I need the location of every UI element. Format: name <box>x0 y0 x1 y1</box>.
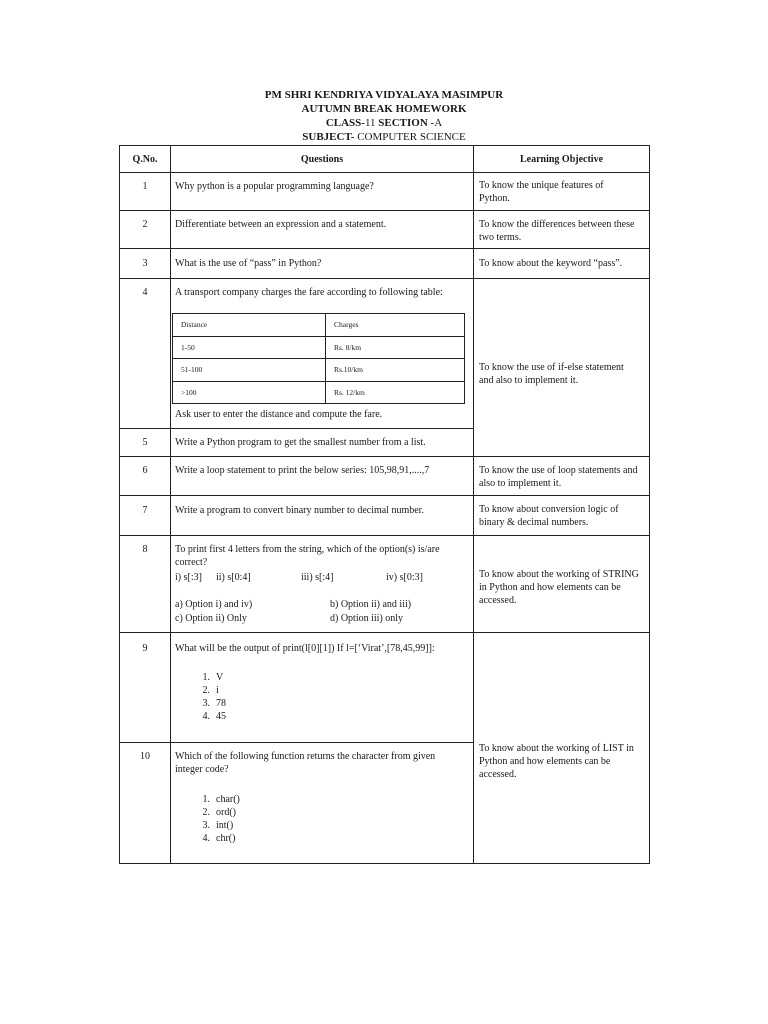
class-section-line <box>0 116 768 130</box>
fare-row <box>173 381 465 404</box>
list-item: 3. int() <box>202 820 234 831</box>
answer-option: a) Option i) and iv) <box>175 599 253 610</box>
fare-table-header <box>173 314 465 337</box>
header-learning-objective: Learning Objective <box>519 154 604 165</box>
row-divider <box>119 172 650 173</box>
answer-list <box>194 793 240 845</box>
qno-2: 2 <box>142 219 148 230</box>
answer-option: d) Option iii) only <box>330 613 404 624</box>
objective-7: To know about conversion logic of binary & decimal numbers. <box>479 504 619 528</box>
list-item: 4. 45 <box>202 711 226 722</box>
list-item-text: chr() <box>216 833 236 844</box>
fare-charge: Rs. 8/km <box>326 336 465 359</box>
question-4-instruction: Ask user to enter the distance and compute the fare. <box>175 409 383 420</box>
subject-line <box>0 130 768 144</box>
objective-1: To know the unique features of Python. <box>479 180 604 204</box>
fare-header-charges: Charges <box>326 314 465 337</box>
school-name: PM SHRI KENDRIYA VIDYALAYA MASIMPUR <box>264 89 504 101</box>
question-4: A transport company charges the fare according to following table: <box>175 287 443 298</box>
header-qno: Q.No. <box>132 154 158 165</box>
question-6: Write a loop statement to print the below series: 105,98,91,....,7 <box>175 465 430 476</box>
objective-2: To know the differences between these two terms. <box>479 219 635 243</box>
question-9: What will be the output of print(l[0][1]) If l=[‘Virat’,[78,45,99]]: <box>175 643 435 654</box>
section-label: SECTION - <box>378 117 435 129</box>
objective-4-5: To know the use of if-else statement and also to implement it. <box>479 362 624 386</box>
subject-value: COMPUTER SCIENCE <box>357 131 466 143</box>
list-item-text: ord() <box>216 807 236 818</box>
answer-option: c) Option ii) Only <box>175 613 247 624</box>
qno-1: 1 <box>142 181 148 192</box>
list-item-text: V <box>216 672 224 683</box>
homework-title: AUTUMN BREAK HOMEWORK <box>301 103 467 115</box>
section-value: A <box>434 117 443 129</box>
row-divider <box>119 632 650 633</box>
column-divider <box>473 145 474 864</box>
list-item: 1. V <box>202 672 224 683</box>
row-divider <box>119 428 474 429</box>
qno-10: 10 <box>140 751 150 762</box>
qno-9: 9 <box>142 643 148 654</box>
qno-8: 8 <box>142 544 148 555</box>
fare-table <box>172 313 465 404</box>
subject-label: SUBJECT- <box>302 131 355 143</box>
list-item-text: i <box>216 685 219 696</box>
list-item-text: int() <box>216 820 234 831</box>
list-item-text: 45 <box>216 711 226 722</box>
list-item-text: char() <box>216 794 240 805</box>
header-questions: Questions <box>300 154 344 165</box>
row-divider <box>119 456 650 457</box>
choice: iv) s[0:3] <box>386 572 423 583</box>
question-1: Why python is a popular programming language? <box>175 181 374 192</box>
table-border-bottom <box>119 863 650 864</box>
fare-distance: 1-50 <box>173 336 326 359</box>
row-divider <box>119 495 650 496</box>
class-prefix: CLASS- <box>325 117 365 129</box>
objective-6: To know the use of loop statements and also to implement it. <box>479 465 638 489</box>
fare-distance: >100 <box>173 381 326 404</box>
list-item: 3. 78 <box>202 698 226 709</box>
list-item: 2. i <box>202 685 219 696</box>
table-border-top <box>119 145 650 146</box>
question-10: Which of the following function returns the character from given integer code? <box>175 751 436 775</box>
choice: i) s[:3] <box>175 572 202 583</box>
row-divider <box>119 210 650 211</box>
fare-row <box>173 359 465 382</box>
question-7: Write a program to convert binary number to decimal number. <box>175 505 424 516</box>
qno-6: 6 <box>142 465 148 476</box>
list-item-text: 78 <box>216 698 226 709</box>
qno-7: 7 <box>142 505 148 516</box>
objective-8: To know about the working of STRING in Python and how elements can be accessed. <box>479 569 639 606</box>
row-divider <box>119 742 474 743</box>
fare-charge: Rs. 12/km <box>326 381 465 404</box>
class-number: 11 <box>364 117 376 129</box>
list-item: 1. char() <box>202 794 240 805</box>
table-border-right <box>649 145 650 864</box>
question-2: Differentiate between an expression and a statement. <box>175 219 387 230</box>
list-item: 2. ord() <box>202 807 236 818</box>
row-divider <box>119 535 650 536</box>
question-3: What is the use of “pass” in Python? <box>175 258 322 269</box>
question-5: Write a Python program to get the smallest number from a list. <box>175 437 426 448</box>
row-divider <box>119 278 650 279</box>
choice: iii) s[:4] <box>301 572 334 583</box>
row-divider <box>119 248 650 249</box>
answer-list <box>194 671 226 723</box>
column-divider <box>170 145 171 864</box>
answer-option: b) Option ii) and iii) <box>330 599 412 610</box>
qno-4: 4 <box>142 287 148 298</box>
qno-3: 3 <box>142 258 148 269</box>
objective-3: To know about the keyword “pass”. <box>479 258 623 269</box>
choice: ii) s[0:4] <box>216 572 251 583</box>
fare-row <box>173 336 465 359</box>
fare-header-distance: Distance <box>173 314 326 337</box>
fare-charge: Rs.10/km <box>326 359 465 382</box>
fare-distance: 51-100 <box>173 359 326 382</box>
list-item: 4. chr() <box>202 833 236 844</box>
objective-9-10: To know about the working of LIST in Python and how elements can be accessed. <box>479 743 634 780</box>
question-8: To print first 4 letters from the string, which of the option(s) is/are correct? <box>175 544 440 568</box>
qno-5: 5 <box>142 437 148 448</box>
